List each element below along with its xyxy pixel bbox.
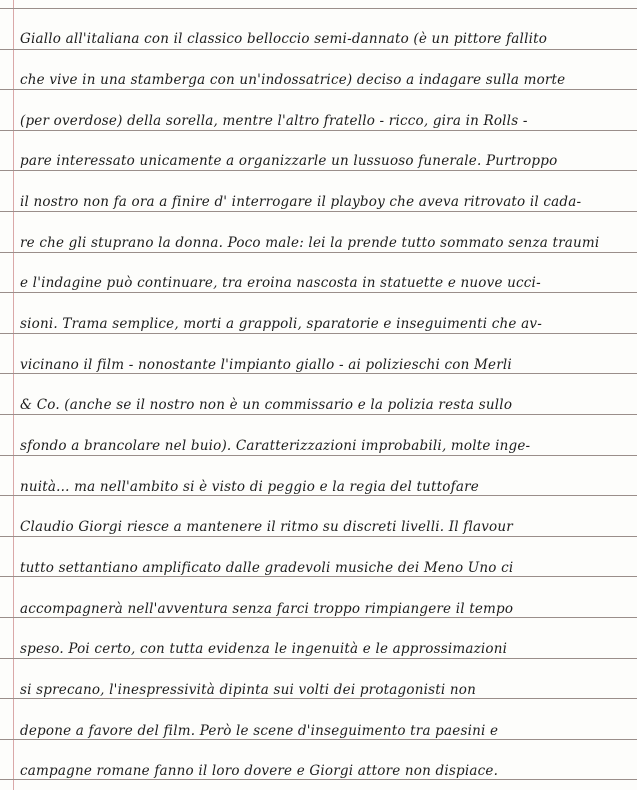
text-line: re che gli stuprano la donna. Poco male: lei la prende tutto sommato senza traumi: [20, 235, 600, 251]
text-line: & Co. (anche se il nostro non è un commissario e la polizia resta sullo: [20, 397, 513, 413]
ruled-line: [0, 130, 637, 131]
ruled-line: [0, 89, 637, 90]
ruled-line: [0, 414, 637, 415]
ruled-line: [0, 333, 637, 334]
ruled-line: [0, 8, 637, 9]
text-line: accompagnerà nell'avventura senza farci troppo rimpiangere il tempo: [20, 601, 514, 617]
text-line: tutto settantiano amplificato dalle gradevoli musiche dei Meno Uno ci: [20, 560, 514, 576]
text-line: si sprecano, l'inespressività dipinta sui volti dei protagonisti non: [20, 682, 477, 698]
ruled-line: [0, 536, 637, 537]
text-line: e l'indagine può continuare, tra eroina nascosta in statuette e nuove ucci-: [20, 275, 541, 291]
text-line: che vive in una stamberga con un'indossatrice) deciso a indagare sulla morte: [20, 72, 566, 88]
text-line: speso. Poi certo, con tutta evidenza le ingenuità e le approssimazioni: [20, 641, 508, 657]
text-line: Claudio Giorgi riesce a mantenere il ritmo su discreti livelli. Il flavour: [20, 519, 513, 535]
text-line: depone a favore del film. Però le scene d'inseguimento tra paesini e: [20, 723, 499, 739]
text-line: vicinano il film - nonostante l'impianto giallo - ai polizieschi con Merli: [20, 357, 512, 373]
ruled-line: [0, 211, 637, 212]
text-line: nuità... ma nell'ambito si è visto di peggio e la regia del tuttofare: [20, 479, 479, 495]
text-line: Giallo all'italiana con il classico belloccio semi-dannato (è un pittore fallito: [20, 31, 548, 47]
ruled-line: [0, 252, 637, 253]
text-line: campagne romane fanno il loro dovere e Giorgi attore non dispiace.: [20, 763, 499, 779]
ruled-line: [0, 170, 637, 171]
ruled-line: [0, 658, 637, 659]
ruled-line: [0, 292, 637, 293]
text-line: pare interessato unicamente a organizzarle un lussuoso funerale. Purtroppo: [20, 153, 558, 169]
text-line: sfondo a brancolare nel buio). Caratterizzazioni improbabili, molte inge-: [20, 438, 531, 454]
margin-line: [13, 0, 14, 790]
ruled-line: [0, 49, 637, 50]
text-line: (per overdose) della sorella, mentre l'altro fratello - ricco, gira in Rolls -: [20, 113, 528, 129]
text-line: sioni. Trama semplice, morti a grappoli, sparatorie e inseguimenti che av-: [20, 316, 542, 332]
ruled-line: [0, 455, 637, 456]
text-line: il nostro non fa ora a finire d' interrogare il playboy che aveva ritrovato il cada-: [20, 194, 582, 210]
